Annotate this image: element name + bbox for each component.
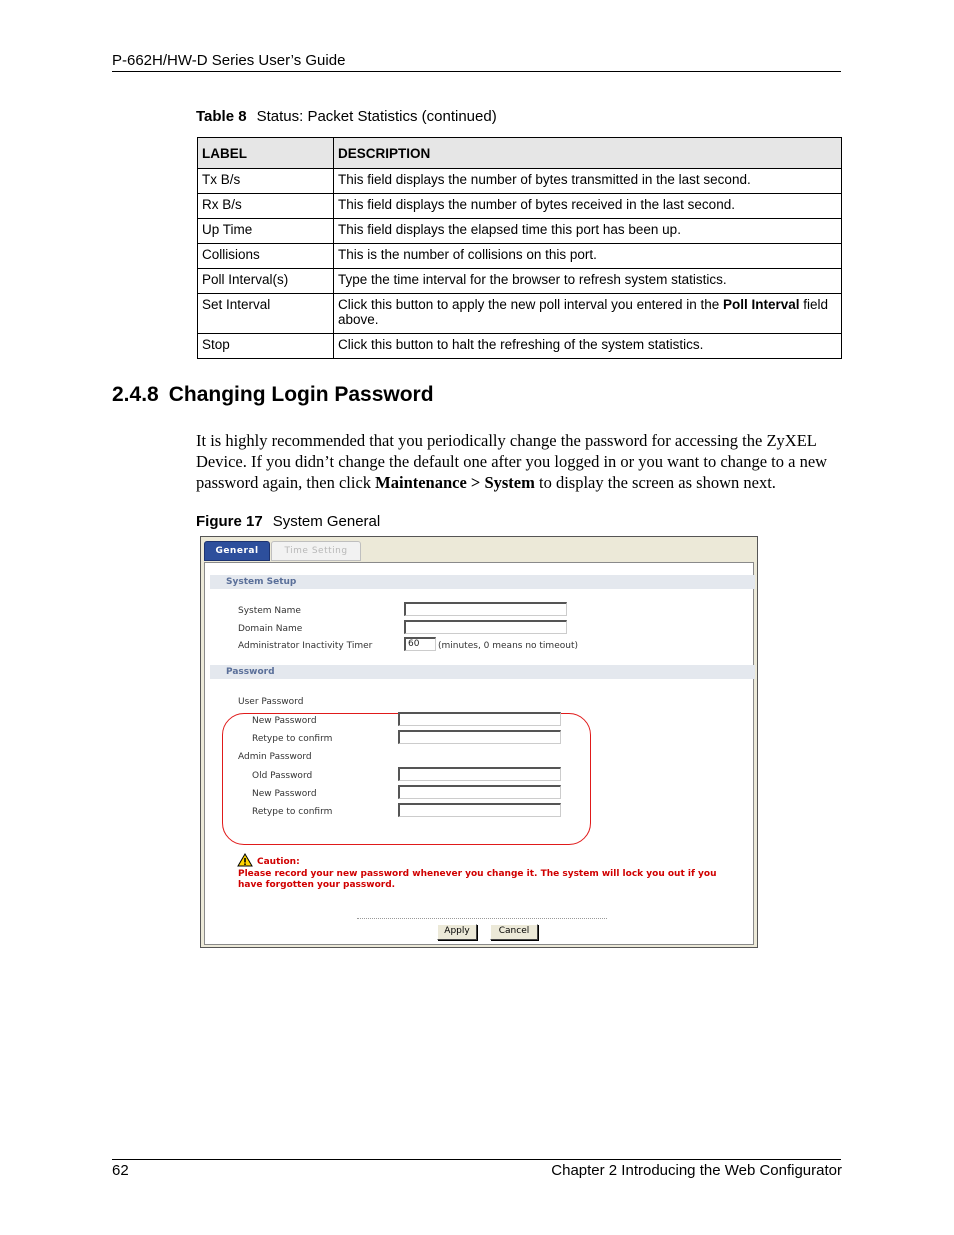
section-number: 2.4.8 bbox=[112, 383, 159, 406]
row-description-pre: Click this button to apply the new poll interval you entered in the bbox=[338, 297, 723, 312]
table-row bbox=[198, 169, 842, 194]
caution-text: Please record your new password whenever you change it. The system will lock you out if you have forgotten your password. bbox=[238, 869, 717, 890]
table-row bbox=[198, 219, 842, 244]
admin-retype-label: Retype to confirm bbox=[252, 807, 333, 817]
tab-general[interactable]: General bbox=[204, 541, 270, 561]
password-heading: Password bbox=[210, 665, 755, 679]
user-password-label: User Password bbox=[238, 697, 304, 707]
settings-panel bbox=[204, 562, 754, 945]
body-paragraph bbox=[196, 430, 846, 493]
button-divider bbox=[357, 918, 607, 919]
row-description-post: field above. bbox=[338, 297, 829, 327]
row-description: This field displays the number of bytes received in the last second. bbox=[334, 194, 842, 219]
user-retype-input[interactable] bbox=[398, 730, 561, 744]
footer-rule bbox=[112, 1159, 841, 1160]
system-general-screenshot bbox=[200, 536, 758, 948]
header-rule bbox=[112, 71, 841, 72]
figure-caption bbox=[196, 513, 380, 530]
row-label: Rx B/s bbox=[198, 194, 334, 219]
user-new-password-input[interactable] bbox=[398, 712, 561, 726]
row-description: Type the time interval for the browser to refresh system statistics. bbox=[334, 269, 842, 294]
table-row bbox=[198, 294, 842, 334]
admin-new-password-input[interactable] bbox=[398, 785, 561, 799]
table-row bbox=[198, 269, 842, 294]
table-caption-text: Status: Packet Statistics (continued) bbox=[256, 108, 497, 125]
admin-password-label: Admin Password bbox=[238, 752, 312, 762]
figure-label: Figure 17 bbox=[196, 513, 263, 530]
row-description: This is the number of collisions on this port. bbox=[334, 244, 842, 269]
figure-title: System General bbox=[272, 513, 381, 530]
system-name-input[interactable] bbox=[404, 602, 567, 616]
admin-old-password-input[interactable] bbox=[398, 767, 561, 781]
user-new-password-label: New Password bbox=[252, 716, 317, 726]
caution-title: Caution: bbox=[257, 857, 300, 867]
table-caption-label: Table 8 bbox=[196, 108, 247, 125]
admin-new-password-label: New Password bbox=[252, 789, 317, 799]
paragraph-pre: It is highly recommended that you periodically change the password for accessing the ZyXEL Device. If you didn’t change the default one after you logged in or you want to change to a new password again, then click bbox=[196, 431, 828, 492]
row-description: Click this button to halt the refreshing of the system statistics. bbox=[334, 334, 842, 359]
warning-icon bbox=[237, 853, 253, 867]
page-number: 62 bbox=[112, 1162, 129, 1179]
paragraph-post: to display the screen as shown next. bbox=[534, 473, 776, 492]
row-description-bold: Poll Interval bbox=[722, 297, 800, 312]
domain-name-label: Domain Name bbox=[238, 624, 303, 634]
domain-name-input[interactable] bbox=[404, 620, 567, 634]
row-description: This field displays the elapsed time this port has been up. bbox=[334, 219, 842, 244]
running-header: P-662H/HW-D Series User’s Guide bbox=[112, 52, 346, 69]
table-row bbox=[198, 194, 842, 219]
row-label: Stop bbox=[198, 334, 334, 359]
row-label: Set Interval bbox=[198, 294, 334, 334]
cancel-button[interactable]: Cancel bbox=[490, 924, 538, 940]
table-row bbox=[198, 244, 842, 269]
row-label: Tx B/s bbox=[198, 169, 334, 194]
chapter-title: Chapter 2 Introducing the Web Configurator bbox=[551, 1162, 842, 1179]
section-title: Changing Login Password bbox=[168, 383, 434, 406]
admin-retype-input[interactable] bbox=[398, 803, 561, 817]
paragraph-menu-path: Maintenance > System bbox=[375, 473, 535, 492]
admin-old-password-label: Old Password bbox=[252, 771, 313, 781]
row-description: This field displays the number of bytes transmitted in the last second. bbox=[334, 169, 842, 194]
row-label: Up Time bbox=[198, 219, 334, 244]
column-header-description: DESCRIPTION bbox=[334, 138, 842, 169]
inactivity-timer-label: Administrator Inactivity Timer bbox=[238, 641, 373, 651]
inactivity-timer-hint: (minutes, 0 means no timeout) bbox=[438, 641, 578, 651]
packet-statistics-table bbox=[197, 137, 842, 359]
column-header-label: LABEL bbox=[198, 138, 334, 169]
apply-button[interactable]: Apply bbox=[437, 924, 477, 940]
table-caption bbox=[196, 108, 497, 125]
table-header-row bbox=[198, 138, 842, 169]
row-label: Poll Interval(s) bbox=[198, 269, 334, 294]
row-label: Collisions bbox=[198, 244, 334, 269]
section-heading bbox=[112, 383, 434, 407]
tab-time-setting[interactable]: Time Setting bbox=[271, 541, 361, 561]
system-name-label: System Name bbox=[238, 606, 301, 616]
system-setup-heading: System Setup bbox=[210, 575, 755, 589]
row-description bbox=[334, 294, 842, 334]
table-row bbox=[198, 334, 842, 359]
inactivity-timer-input[interactable]: 60 bbox=[404, 637, 436, 651]
user-retype-label: Retype to confirm bbox=[252, 734, 333, 744]
